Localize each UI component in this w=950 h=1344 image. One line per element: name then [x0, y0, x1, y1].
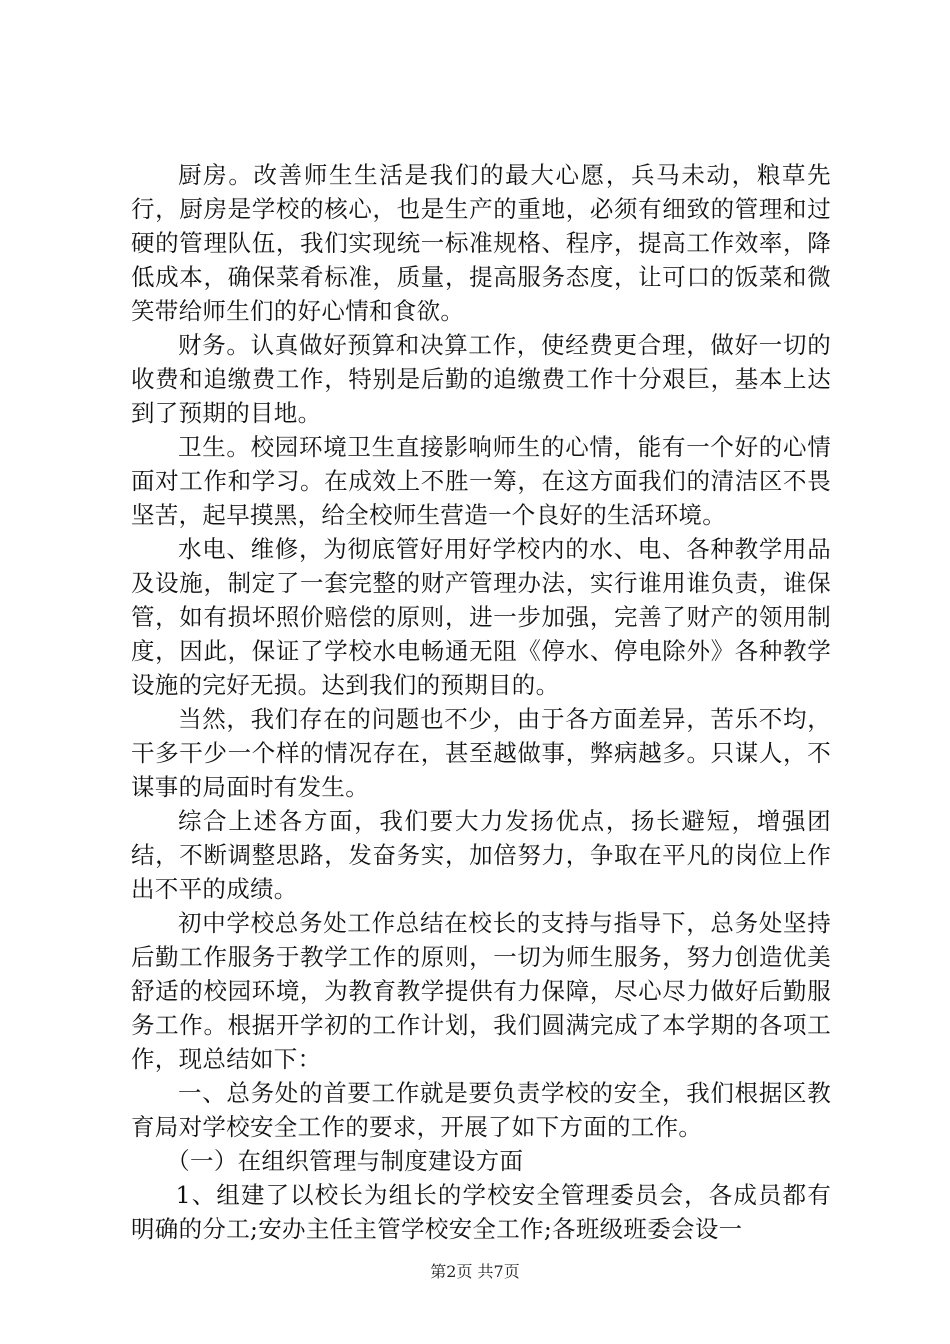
paragraph-summary-intro: 初中学校总务处工作总结在校长的支持与指导下，总务处坚持后勤工作服务于教学工作的原则，一切为师生服务，努力创造优美舒适的校园环境，为教育教学提供有力保障，尽心尽力做好后勤服务工作。根据开学初的工作计划，我们圆满完成了本学期的各项工作，现总结如下： — [131, 909, 831, 1073]
paragraph-item-one: 1、组建了以校长为组长的学校安全管理委员会，各成员都有明确的分工;安办主任主管学校安全工作;各班级班委会设一 — [131, 1181, 831, 1243]
paragraph-problems: 当然，我们存在的问题也不少，由于各方面差异，苦乐不均，干多干少一个样的情况存在，甚至越做事，弊病越多。只谋人，不谋事的局面时有发生。 — [131, 705, 831, 801]
page-number-footer: 第2页 共7页 — [430, 1262, 520, 1281]
paragraph-hygiene: 卫生。校园环境卫生直接影响师生的心情，能有一个好的心情面对工作和学习。在成效上不胜一筹，在这方面我们的清洁区不畏坚苦，起早摸黑，给全校师生营造一个良好的生活环境。 — [131, 433, 831, 529]
paragraph-kitchen: 厨房。改善师生生活是我们的最大心愿，兵马未动，粮草先行，厨房是学校的核心，也是生产的重地，必须有细致的管理和过硬的管理队伍，我们实现统一标准规格、程序，提高工作效率，降低成本，确保菜肴标准，质量，提高服务态度，让可口的饭菜和微笑带给师生们的好心情和食欲。 — [131, 161, 831, 325]
subsection-heading: （一）在组织管理与制度建设方面 — [166, 1147, 524, 1175]
paragraph-section-one: 一、总务处的首要工作就是要负责学校的安全，我们根据区教育局对学校安全工作的要求，开展了如下方面的工作。 — [131, 1079, 831, 1141]
paragraph-utilities-maintenance: 水电、维修，为彻底管好用好学校内的水、电、各种教学用品及设施，制定了一套完整的财产管理办法，实行谁用谁负责，谁保管，如有损坏照价赔偿的原则，进一步加强，完善了财产的领用制度，因此，保证了学校水电畅通无阻《停水、停电除外》各种教学设施的完好无损。达到我们的预期目的。 — [131, 535, 831, 699]
paragraph-finance: 财务。认真做好预算和决算工作，使经费更合理，做好一切的收费和追缴费工作，特别是后勤的追缴费工作十分艰巨，基本上达到了预期的目地。 — [131, 331, 831, 427]
document-body — [131, 158, 831, 1246]
paragraph-conclusion: 综合上述各方面，我们要大力发扬优点，扬长避短，增强团结，不断调整思路，发奋务实，加倍努力，争取在平凡的岗位上作出不平的成绩。 — [131, 807, 831, 903]
